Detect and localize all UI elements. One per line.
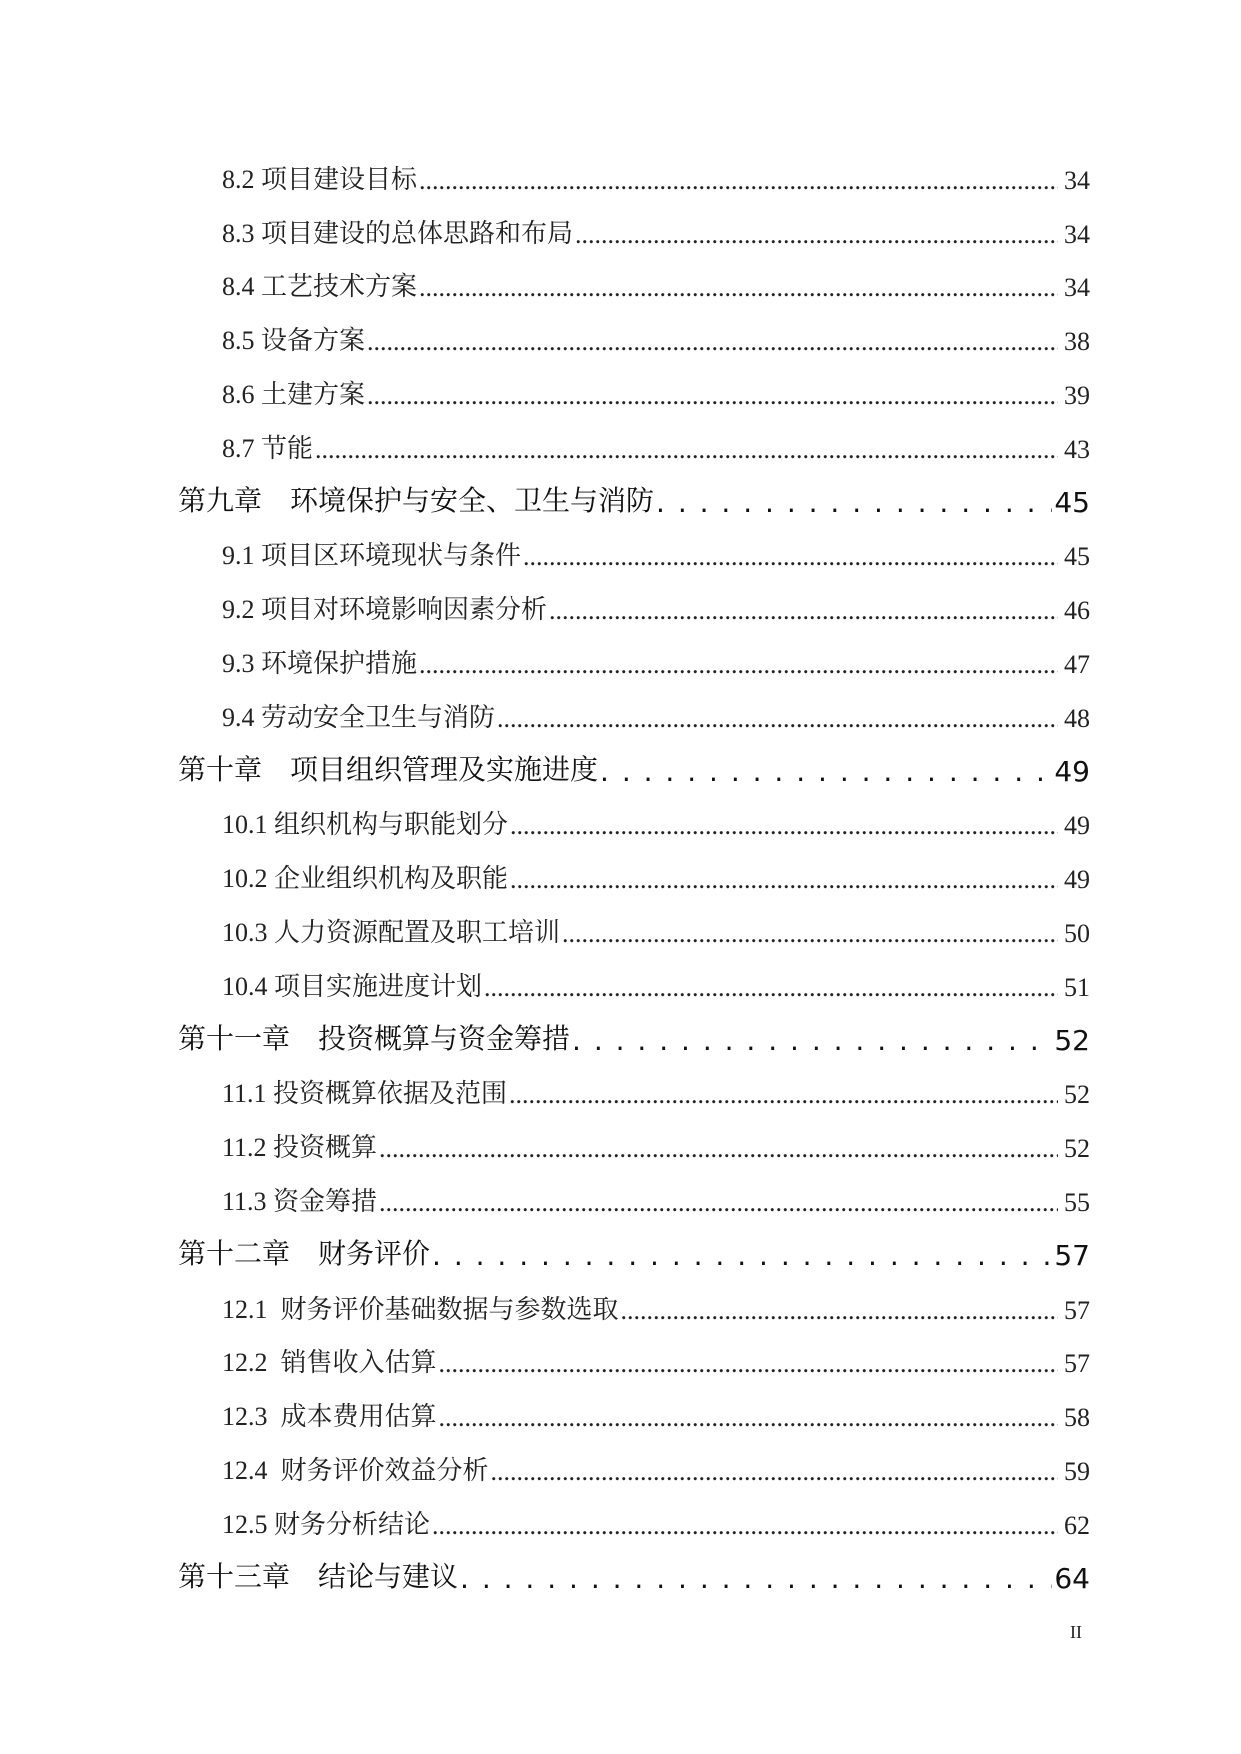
toc-dot-leader	[439, 1349, 1058, 1385]
toc-dot-leader	[484, 973, 1058, 1009]
toc-entry-title: 8.4 工艺技术方案	[222, 272, 418, 302]
toc-section-entry[interactable]	[178, 1063, 1090, 1117]
toc-dot-leader	[432, 1511, 1058, 1547]
toc-entry-page-number: 52	[1064, 1080, 1090, 1110]
toc-entry-page-number: 49	[1064, 865, 1090, 895]
toc-dot-leader	[510, 865, 1058, 901]
toc-entry-title: 11.1 投资概算依据及范围	[222, 1079, 508, 1109]
toc-section-entry[interactable]	[178, 632, 1090, 686]
toc-dot-leader	[656, 486, 1052, 525]
toc-entry-page-number: 51	[1064, 972, 1090, 1002]
toc-entry-title: 10.2 企业组织机构及职能	[222, 864, 509, 894]
toc-entry-page-number: 45	[1054, 485, 1090, 519]
toc-entry-page-number: 52	[1054, 1023, 1090, 1057]
toc-entry-page-number: 39	[1064, 380, 1090, 410]
toc-entry-page-number: 34	[1064, 219, 1090, 249]
toc-entry-page-number: 52	[1064, 1134, 1090, 1164]
table-of-contents	[178, 148, 1090, 1601]
toc-entry-title: 8.6 土建方案	[222, 379, 366, 409]
toc-section-entry[interactable]	[178, 309, 1090, 363]
toc-entry-title: 12.2 销售收入估算	[222, 1348, 437, 1378]
toc-entry-title: 10.4 项目实施进度计划	[222, 971, 483, 1001]
toc-dot-leader	[509, 1080, 1058, 1116]
toc-dot-leader	[367, 381, 1058, 417]
toc-dot-leader	[497, 704, 1058, 740]
toc-entry-title: 11.2 投资概算	[222, 1133, 378, 1163]
toc-section-entry[interactable]	[178, 363, 1090, 417]
toc-section-entry[interactable]	[178, 578, 1090, 632]
toc-dot-leader	[491, 1457, 1058, 1493]
toc-entry-title: 第十二章 财务评价	[178, 1236, 431, 1270]
toc-section-entry[interactable]	[178, 148, 1090, 202]
toc-dot-leader	[439, 1403, 1058, 1439]
toc-entry-title: 8.3 项目建设的总体思路和布局	[222, 218, 574, 248]
toc-entry-title: 第十章 项目组织管理及实施进度	[178, 752, 599, 786]
toc-entry-page-number: 57	[1064, 1349, 1090, 1379]
toc-section-entry[interactable]	[178, 955, 1090, 1009]
toc-entry-page-number: 55	[1064, 1187, 1090, 1217]
toc-entry-title: 8.5 设备方案	[222, 326, 366, 356]
toc-dot-leader	[419, 166, 1058, 202]
toc-section-entry[interactable]	[178, 794, 1090, 848]
page-folio: II	[1070, 1622, 1082, 1642]
toc-entry-title: 9.1 项目区环境现状与条件	[222, 541, 522, 571]
toc-entry-title: 9.2 项目对环境影响因素分析	[222, 595, 548, 625]
toc-dot-leader	[510, 811, 1058, 847]
toc-dot-leader	[460, 1562, 1052, 1601]
toc-entry-page-number: 59	[1064, 1456, 1090, 1486]
toc-section-entry[interactable]	[178, 256, 1090, 310]
toc-entry-page-number: 45	[1064, 542, 1090, 572]
toc-entry-page-number: 49	[1064, 811, 1090, 841]
toc-entry-title: 12.1 财务评价基础数据与参数选取	[222, 1294, 619, 1324]
toc-chapter-entry[interactable]	[178, 471, 1090, 525]
toc-chapter-entry[interactable]	[178, 740, 1090, 794]
toc-entry-title: 10.1 组织机构与职能划分	[222, 810, 509, 840]
toc-entry-page-number: 46	[1064, 596, 1090, 626]
toc-dot-leader	[419, 273, 1058, 309]
toc-entry-title: 第十一章 投资概算与资金筹措	[178, 1021, 571, 1055]
toc-entry-page-number: 48	[1064, 703, 1090, 733]
toc-dot-leader	[419, 650, 1058, 686]
toc-entry-title: 9.4 劳动安全卫生与消防	[222, 702, 496, 732]
toc-dot-leader	[315, 435, 1058, 471]
toc-section-entry[interactable]	[178, 1493, 1090, 1547]
toc-dot-leader	[562, 919, 1058, 955]
toc-dot-leader	[600, 755, 1052, 794]
toc-entry-title: 11.3 资金筹措	[222, 1186, 378, 1216]
toc-dot-leader	[621, 1296, 1058, 1332]
toc-chapter-entry[interactable]	[178, 1224, 1090, 1278]
toc-entry-title: 第九章 环境保护与安全、卫生与消防	[178, 483, 655, 517]
toc-entry-page-number: 58	[1064, 1403, 1090, 1433]
toc-chapter-entry[interactable]	[178, 1547, 1090, 1601]
toc-section-entry[interactable]	[178, 1170, 1090, 1224]
toc-entry-page-number: 47	[1064, 649, 1090, 679]
toc-section-entry[interactable]	[178, 1278, 1090, 1332]
toc-dot-leader	[549, 596, 1058, 632]
toc-section-entry[interactable]	[178, 1385, 1090, 1439]
toc-section-entry[interactable]	[178, 525, 1090, 579]
toc-dot-leader	[523, 542, 1058, 578]
toc-entry-page-number: 34	[1064, 273, 1090, 303]
toc-dot-leader	[379, 1188, 1058, 1224]
toc-entry-title: 10.3 人力资源配置及职工培训	[222, 917, 561, 947]
toc-entry-title: 第十三章 结论与建议	[178, 1559, 459, 1593]
toc-section-entry[interactable]	[178, 1332, 1090, 1386]
toc-entry-page-number: 62	[1064, 1510, 1090, 1540]
toc-entry-title: 12.4 财务评价效益分析	[222, 1455, 489, 1485]
toc-entry-title: 8.2 项目建设目标	[222, 164, 418, 194]
toc-entry-title: 12.3 成本费用估算	[222, 1402, 437, 1432]
toc-entry-page-number: 49	[1054, 754, 1090, 788]
toc-entry-title: 9.3 环境保护措施	[222, 648, 418, 678]
toc-entry-page-number: 57	[1054, 1238, 1090, 1272]
toc-section-entry[interactable]	[178, 1116, 1090, 1170]
toc-dot-leader	[432, 1239, 1052, 1278]
toc-section-entry[interactable]	[178, 202, 1090, 256]
toc-section-entry[interactable]	[178, 686, 1090, 740]
toc-section-entry[interactable]	[178, 417, 1090, 471]
toc-entry-page-number: 43	[1064, 434, 1090, 464]
toc-entry-page-number: 50	[1064, 918, 1090, 948]
toc-dot-leader	[367, 327, 1058, 363]
toc-section-entry[interactable]	[178, 1439, 1090, 1493]
toc-entry-page-number: 38	[1064, 327, 1090, 357]
toc-dot-leader	[572, 1024, 1052, 1063]
toc-entry-title: 12.5 财务分析结论	[222, 1509, 431, 1539]
toc-entry-page-number: 57	[1064, 1295, 1090, 1325]
toc-section-entry[interactable]	[178, 847, 1090, 901]
toc-entry-page-number: 34	[1064, 165, 1090, 195]
toc-dot-leader	[379, 1134, 1058, 1170]
toc-section-entry[interactable]	[178, 901, 1090, 955]
toc-chapter-entry[interactable]	[178, 1009, 1090, 1063]
toc-dot-leader	[575, 220, 1058, 256]
toc-entry-page-number: 64	[1054, 1561, 1090, 1595]
toc-entry-title: 8.7 节能	[222, 433, 314, 463]
